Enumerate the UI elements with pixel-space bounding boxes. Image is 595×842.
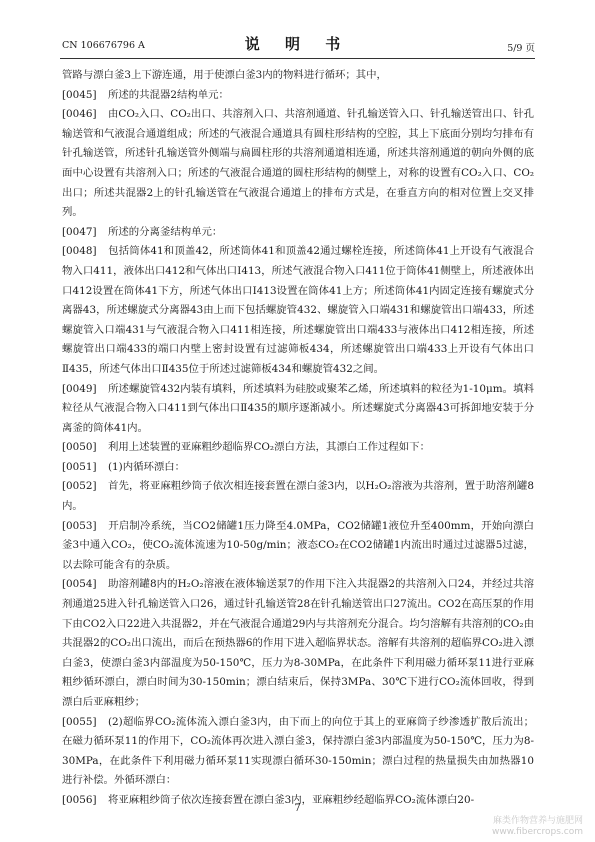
paragraph-text: (2)超临界CO₂流体流入漂白釜3内，由下而上的向位于其上的亚麻筒子纱渗透扩散后流出；在磁力循环泵11的作用下，CO₂流体再次进入漂白釜3，保持漂白釜3内部温度为50-150℃，压力为8-30MPa，在此条件下利用磁力循环泵11实现漂白循环30-150min；漂白过程的热量损失由加热器10进行补偿。外循环漂白： xyxy=(62,715,534,787)
paragraph-number: [0054] xyxy=(62,578,97,591)
paragraph-number: [0046] xyxy=(62,108,97,121)
paragraph-number: [0051] xyxy=(62,460,97,473)
paragraph-0053 xyxy=(62,517,534,576)
paragraph-0052 xyxy=(62,477,534,516)
page-number: 7 xyxy=(294,803,301,814)
paragraph-0050 xyxy=(62,438,534,458)
paragraph-text: 包括筒体41和顶盖42，所述筒体41和顶盖42通过螺栓连接，所述筒体41上开设有气液混合物入口411，液体出口412和气体出口I413，所述气液混合物入口411位于筒体41侧壁上，所述液体出口412设置在筒体41下方，所述气体出口I413设置在筒体41上方；所述筒体41内固定连接有螺旋式分离器43，所述螺旋式分离器43由上而下包括螺旋管432、螺旋管入口端431和螺旋管出口端433，所述螺旋管入口端431与气液混合物入口411相连接，所述螺旋管出口端433与液体出口412相连接，所述螺旋管出口端433的端口内壁上密封设置有过滤筛板434，所述螺旋管出口端433上开设有气体出口Ⅱ435，所述气体出口Ⅱ435位于所述过滤筛板434和螺旋管432之间。 xyxy=(62,245,534,375)
paragraph-number: [0045] xyxy=(62,88,97,101)
paragraph-text: 助溶剂罐8内的H₂O₂溶液在液体输送泵7的作用下注入共混器2的共溶剂入口24，并经过共溶剂通道25进入针孔输送管入口26，通过针孔输送管28在针孔输送管出口27流出。CO2在高压泵的作用下由CO2入口22进入共混器2，并在气液混合通道29内与共溶剂充分混合。均匀溶解有共溶剂的CO₂由共混器2的CO₂出口流出，而后在预热器6的作用下进入超临界状态。溶解有共溶剂的超临界CO₂进入漂白釜3，使漂白釜3内部温度为50-150℃，压力为8-30MPa，在此条件下利用磁力循环泵11进行亚麻粗纱循环漂白，漂白时间为30-150min；漂白结束后，保持3MPa、30℃下进行CO₂流体回收，得到漂白后亚麻粗纱； xyxy=(62,578,534,708)
paragraph-text: 开启制冷系统，当CO2储罐1压力降至4.0MPa，CO2储罐1液位升至400mm，开始向漂白釜3中通入CO₂，使CO₂流体流速为10-50g/min；液态CO₂在CO2储罐1内流出时通过过滤器5过滤，以去除可能含有的杂质。 xyxy=(62,519,534,571)
paragraph-number: [0053] xyxy=(62,519,97,532)
paragraph-text: (1)内循环漂白： xyxy=(108,460,186,473)
page-title: 说 明 书 xyxy=(244,35,351,53)
paragraph-text: 利用上述装置的亚麻粗纱超临界CO₂漂白方法，其漂白工作过程如下： xyxy=(108,441,430,454)
paragraph-text: 所述的分离釜结构单元： xyxy=(108,225,223,238)
paragraph-0047 xyxy=(62,223,534,243)
paragraph-0048 xyxy=(62,242,534,379)
paragraph-0045 xyxy=(62,86,534,106)
paragraph-text: 首先，将亚麻粗纱筒子依次相连接套置在漂白釜3内，以H₂O₂溶液为共溶剂，置于助溶剂罐8内。 xyxy=(62,480,534,513)
paragraph-number: [0050] xyxy=(62,441,97,454)
paragraph-number: [0055] xyxy=(62,715,97,728)
header-rule xyxy=(60,58,535,59)
paragraph-0051 xyxy=(62,458,534,478)
paragraph-number: [0048] xyxy=(62,245,97,258)
doc-number: CN 106676796 A xyxy=(62,40,145,51)
page-ref: 5/9 页 xyxy=(507,43,535,54)
watermark xyxy=(492,816,583,838)
paragraph-number: [0056] xyxy=(62,793,97,806)
paragraph-0054 xyxy=(62,575,534,712)
paragraph-text: 所述螺旋管432内装有填料，所述填料为硅胶或聚苯乙烯，所述填料的粒径为1-10μm。填料粒径从气液混合物入口411到气体出口Ⅱ435的顺序逐渐减小。所述螺旋式分离器43可拆卸地安装于分离釜的筒体41内。 xyxy=(62,382,534,434)
paragraph-number: [0049] xyxy=(62,382,97,395)
watermark-line-2: www.fibercrops.com xyxy=(492,827,583,837)
paragraph-0046 xyxy=(62,105,534,223)
paragraph-text: 将亚麻粗纱筒子依次连接套置在漂白釜3内，亚麻粗纱经超临界CO₂流体漂白20- xyxy=(108,793,475,806)
paragraph-continuation: 管路与漂白釜3上下游连通，用于使漂白釜3内的物料进行循环；其中， xyxy=(62,69,387,81)
paragraph-0055 xyxy=(62,713,534,791)
paragraph-number: [0047] xyxy=(62,225,97,238)
paragraph-text: 由CO₂入口、CO₂出口、共溶剂入口、共溶剂通道、针孔输送管入口、针孔输送管出口、针孔输送管和气液混合通道组成；所述的气液混合通道具有圆柱形结构的空腔，其上下底面分别均匀排布有针孔输送管，所述针孔输送管外侧端与扁圆柱形的共溶剂通道相连通，所述共溶剂通道的朝向外侧的底面中心设置有共溶剂入口；所述的气液混合通道的圆柱形结构的侧壁上，对称的设置有CO₂入口、CO₂出口；所述共混器2上的针孔输送管在气液混合通道上的排布方式是，在垂直方向的相对位置上交叉排列。 xyxy=(62,108,534,219)
paragraph-number: [0052] xyxy=(62,480,97,493)
paragraph-0049 xyxy=(62,380,534,439)
watermark-line-1: 麻类作物营养与施肥网 xyxy=(492,816,583,826)
paragraph-text: 所述的共混器2结构单元： xyxy=(108,88,229,101)
document-body xyxy=(62,66,534,811)
